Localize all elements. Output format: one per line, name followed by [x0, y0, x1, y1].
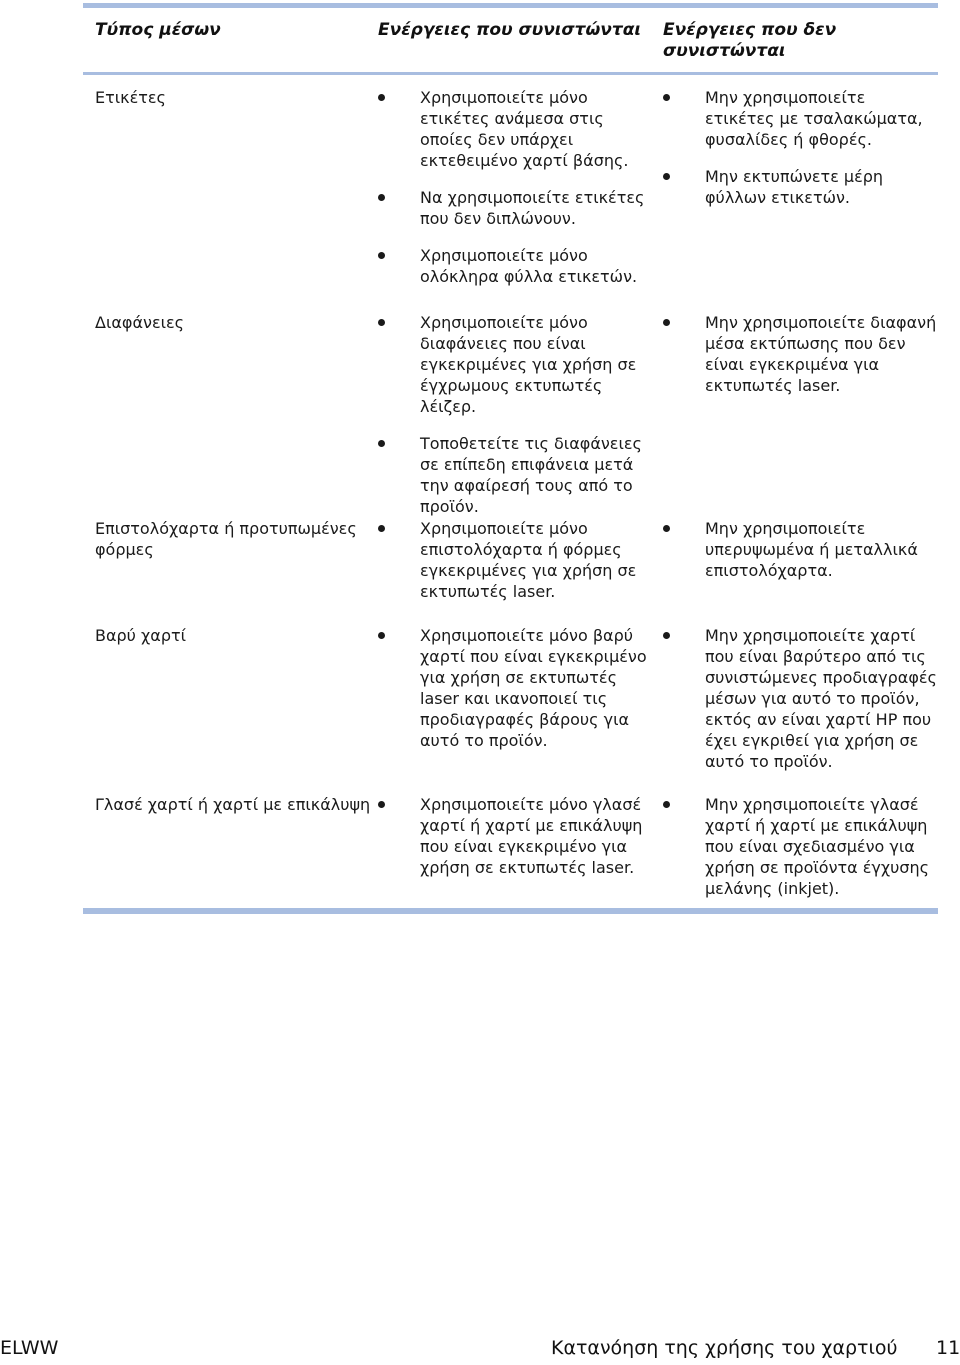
- bullet-icon: [663, 632, 670, 639]
- table-top-rule: [83, 3, 938, 8]
- not-recommended-list: [663, 625, 938, 788]
- media-type-cell: Διαφάνειες: [95, 313, 185, 332]
- list-item: Μην χρησιμοποιείτε χαρτί που είναι βαρύτερο από τις συνιστώμενες προδιαγραφές μέσων για αυτό το προϊόν, εκτός αν είναι χαρτί HP που έχει εγκριθεί για χρήση σε αυτό το προϊόν.: [663, 625, 938, 772]
- list-item: Μην χρησιμοποιείτε ετικέτες με τσαλακώματα, φυσαλίδες ή φθορές.: [663, 87, 938, 150]
- media-type-cell: Ετικέτες: [95, 88, 166, 107]
- footer-page-number: 11: [936, 1337, 960, 1359]
- media-type-cell: Επιστολόχαρτα ή προτυπωμένες φόρμες: [95, 519, 357, 559]
- recommended-list: [378, 87, 653, 303]
- bullet-icon: [378, 94, 385, 101]
- list-item: Να χρησιμοποιείτε ετικέτες που δεν διπλώνουν.: [378, 187, 653, 229]
- table-header-rule: [83, 72, 938, 75]
- not-recommended-list: [663, 312, 938, 412]
- list-item: Χρησιμοποιείτε μόνο επιστολόχαρτα ή φόρμες εγκεκριμένες για χρήση σε εκτυπωτές laser.: [378, 518, 653, 602]
- media-type-cell: Γλασέ χαρτί ή χαρτί με επικάλυψη: [95, 795, 371, 814]
- table-bottom-rule: [83, 908, 938, 914]
- bullet-icon: [378, 252, 385, 259]
- header-media-type: Τύπος μέσων: [95, 20, 221, 40]
- list-item: Χρησιμοποιείτε μόνο βαρύ χαρτί που είναι εγκεκριμένο για χρήση σε εκτυπωτές laser και ικανοποιεί τις προδιαγραφές βάρους για αυτό το προϊόν.: [378, 625, 653, 751]
- list-item: Χρησιμοποιείτε μόνο γλασέ χαρτί ή χαρτί με επικάλυψη που είναι εγκεκριμένο για χρήση σε εκτυπωτές laser.: [378, 794, 653, 878]
- not-recommended-list: [663, 518, 938, 597]
- list-item: Χρησιμοποιείτε μόνο διαφάνειες που είναι εγκεκριμένες για χρήση σε έγχρωμους εκτυπωτές λέιζερ.: [378, 312, 653, 417]
- list-item: Τοποθετείτε τις διαφάνειες σε επίπεδη επιφάνεια μετά την αφαίρεσή τους από το προϊόν.: [378, 433, 653, 517]
- not-recommended-list: [663, 87, 938, 224]
- bullet-icon: [378, 194, 385, 201]
- bullet-icon: [378, 319, 385, 326]
- recommended-list: [378, 794, 653, 894]
- list-item: Μην εκτυπώνετε μέρη φύλλων ετικετών.: [663, 166, 938, 208]
- media-type-cell: Βαρύ χαρτί: [95, 626, 187, 645]
- bullet-icon: [663, 94, 670, 101]
- bullet-icon: [663, 525, 670, 532]
- list-item: Μην χρησιμοποιείτε υπερυψωμένα ή μεταλλικά επιστολόχαρτα.: [663, 518, 938, 581]
- footer-doc-code: ELWW: [0, 1337, 59, 1359]
- bullet-icon: [663, 801, 670, 808]
- bullet-icon: [663, 319, 670, 326]
- list-item: Χρησιμοποιείτε μόνο ολόκληρα φύλλα ετικετών.: [378, 245, 653, 287]
- footer-chapter-title: Κατανόηση της χρήσης του χαρτιού: [551, 1337, 898, 1359]
- not-recommended-list: [663, 794, 938, 915]
- bullet-icon: [378, 440, 385, 447]
- header-not-recommended: Ενέργειες που δεν συνιστώνται: [663, 20, 837, 61]
- list-item: Μην χρησιμοποιείτε γλασέ χαρτί ή χαρτί με επικάλυψη που είναι σχεδιασμένο για χρήση σε προϊόντα έγχυσης μελάνης (inkjet).: [663, 794, 938, 899]
- header-recommended: Ενέργειες που συνιστώνται: [378, 20, 641, 40]
- bullet-icon: [378, 801, 385, 808]
- recommended-list: [378, 518, 653, 618]
- bullet-icon: [378, 632, 385, 639]
- bullet-icon: [663, 173, 670, 180]
- recommended-list: [378, 312, 653, 533]
- recommended-list: [378, 625, 653, 767]
- bullet-icon: [378, 525, 385, 532]
- list-item: Μην χρησιμοποιείτε διαφανή μέσα εκτύπωσης που δεν είναι εγκεκριμένα για εκτυπωτές laser.: [663, 312, 938, 396]
- list-item: Χρησιμοποιείτε μόνο ετικέτες ανάμεσα στις οποίες δεν υπάρχει εκτεθειμένο χαρτί βάσης.: [378, 87, 653, 171]
